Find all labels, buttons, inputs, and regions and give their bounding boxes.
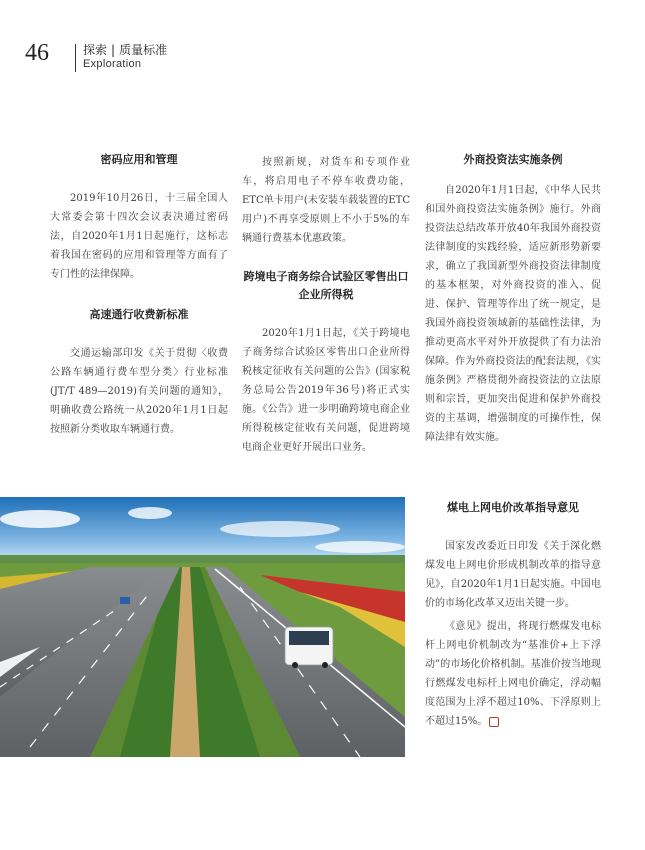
paragraph-coal-power-pricing-1: 国家发改委近日印发《关于深化燃煤发电上网电价形成机制改革的指导意见》，自2020年1月1日起实施。中国电价的市场化改革又迈出关键一步。 [425, 541, 601, 609]
subsection-label: 质量标准 [119, 43, 168, 57]
heading-coal-power-pricing: 煤电上网电价改革指导意见 [447, 501, 579, 514]
section-title-en: Exploration [83, 58, 142, 70]
paragraph-coal-power-pricing-2: 《意见》提出，将现行燃煤发电标杆上网电价机制改为“基准价+上下浮动”的市场化价格机制。基准价按当地现行燃煤发电标杆上网电价确定，浮动幅度范围为上浮不超过10%、下浮原则上不超过15%。 [425, 621, 601, 727]
heading-cross-border-ecommerce: 跨境电子商务综合试验区零售出口企业所得税 [243, 270, 409, 301]
end-mark-icon [489, 717, 499, 727]
page-number: 46 [25, 40, 49, 66]
heading-highway-toll: 高速通行收费新标准 [89, 308, 189, 321]
paragraph-foreign-investment: 自2020年1月1日起，《中华人民共和国外商投资法实施条例》施行。外商投资法总结改革开放40年我国外商投资法律制度的实践经验，适应新形势新要求，确立了我国新型外商投资法律制度的基本框架，对外商投资的准入、促进、保护、管理等作出了统一规定，是我国外商投资领域新的基础性法律，为推动更高水平对外开放提供了有力法治保障。作为外商投资法的配套法规，《实施条例》严格贯彻外商投资法的立法原则和宗旨，更加突出促进和保护外商投资的主基调，增强制度的可操作性，保障法律有效实施。 [425, 185, 601, 443]
section-label: 探索 [83, 43, 108, 57]
paragraph-cryptography: 2019年10月26日，十三届全国人大常委会第十四次会议表决通过密码法，自2020年1月1日起施行，这标志着我国在密码的应用和管理等方面有了专门性的法律保障。 [50, 193, 228, 280]
paragraph-highway-toll: 交通运输部印发《关于贯彻〈收费公路车辆通行费车型分类〉行业标准(JT/T 489—2019)有关问题的通知》，明确收费公路统一从2020年1月1日起按照新分类收取车辆通行费。 [50, 348, 228, 435]
paragraph-cross-border-ecommerce: 2020年1月1日起，《关于跨境电子商务综合试验区零售出口企业所得税核定征收有关问题的公告》(国家税务总局公告2019年36号)将正式实施。《公告》进一步明确跨境电商企业所得税核定征收有关问题，促进跨境电商企业更好开展出口业务。 [242, 328, 410, 453]
heading-cryptography: 密码应用和管理 [100, 153, 178, 166]
column-3 [425, 151, 601, 447]
header-divider [75, 44, 76, 72]
section-separator: | [111, 43, 116, 57]
highway-illustration [0, 497, 405, 757]
column-3-lower [425, 499, 601, 731]
paragraph-etc-rules: 按照新规，对货车和专项作业车，将启用电子不停车收费功能，ETC单卡用户(未安装车载装置的ETC用户)不再享受原则上不小于5%的车辆通行费基本优惠政策。 [242, 157, 410, 244]
column-1 [50, 151, 228, 439]
highway-photo [0, 497, 405, 757]
column-2 [242, 153, 410, 457]
heading-foreign-investment: 外商投资法实施条例 [463, 153, 563, 166]
section-title [83, 41, 167, 58]
